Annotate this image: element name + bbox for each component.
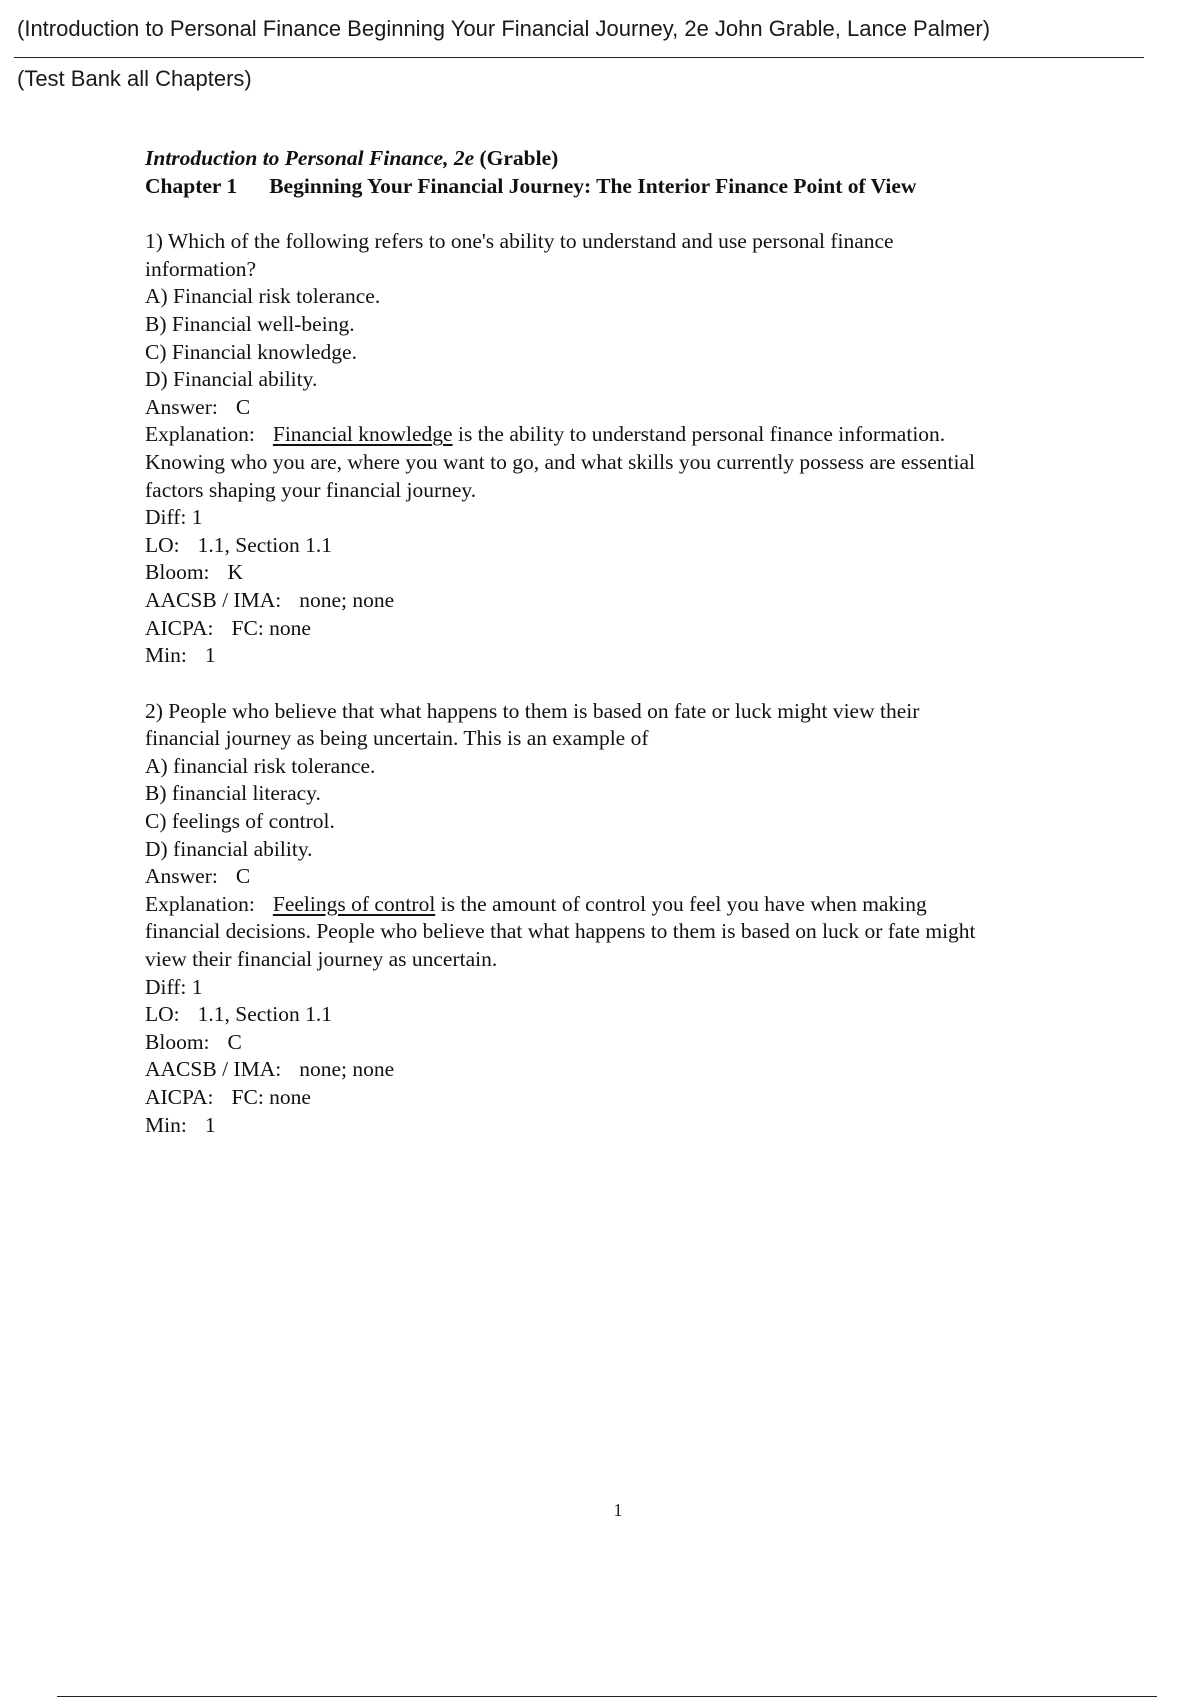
answer-option-c: C) Financial knowledge. [145,339,357,364]
aacsb-row [145,587,1095,615]
document-header-subtitle: (Test Bank all Chapters) [17,66,252,91]
footer-divider [57,1696,1157,1697]
question-1 [145,228,1095,670]
test-bank-page [145,145,1095,1139]
answer-option-b: B) Financial well-being. [145,311,355,336]
aicpa-label: AICPA: [145,615,214,640]
explanation-line: Knowing who you are, where you want to go, and what skills you currently possess are essential [145,449,975,474]
answer-row [145,394,1095,422]
aacsb-label: AACSB / IMA: [145,587,282,612]
explanation-label: Explanation: [145,891,255,916]
lo-row [145,532,1095,560]
min-label: Min: [145,643,187,668]
question-stem-line: financial journey as being uncertain. This is an example of [145,726,649,751]
answer-option-d: D) Financial ability. [145,367,318,392]
aicpa-value: FC: none [231,1085,311,1109]
answer-label: Answer: [145,864,218,889]
question-stem-line: information? [145,256,257,281]
bloom-value: C [227,1029,242,1054]
min-row [145,1112,1095,1140]
diff-row [145,504,1095,532]
answer-value: C [235,864,251,889]
bloom-row [145,1029,1095,1057]
diff-row [145,974,1095,1002]
answer-row [145,863,1095,891]
aicpa-label: AICPA: [145,1085,214,1109]
lo-label: LO: [145,532,180,557]
explanation-text: is the amount of control you feel you have when making [435,891,927,916]
min-row [145,642,1095,670]
book-author: (Grable) [479,146,559,170]
lo-value: 1.1, Section 1.1 [197,532,333,557]
chapter-label: Chapter 1 [145,173,238,198]
lo-row [145,1001,1095,1029]
answer-option-b: B) financial literacy. [145,781,321,806]
aacsb-value: none; none [299,587,395,612]
explanation-term: Financial knowledge [272,422,453,447]
explanation-label: Explanation: [145,422,255,447]
diff-label: Diff: [145,974,187,999]
answer-option-a: A) Financial risk tolerance. [145,284,381,309]
book-title [145,145,1095,173]
aicpa-row [145,1084,1095,1112]
diff-value: 1 [191,974,203,999]
aacsb-label: AACSB / IMA: [145,1057,282,1082]
answer-value: C [235,394,251,419]
answer-option-d: D) financial ability. [145,836,313,861]
answer-option-c: C) feelings of control. [145,809,335,834]
explanation-line: view their financial journey as uncertain. [145,947,498,972]
aicpa-value: FC: none [231,615,311,640]
answer-label: Answer: [145,394,218,419]
document-header-title: (Introduction to Personal Finance Beginning Your Financial Journey, 2e John Grable, Lance Palmer) [17,16,991,41]
aacsb-value: none; none [299,1057,395,1082]
bloom-label: Bloom: [145,560,210,585]
explanation-term: Feelings of control [272,891,436,916]
explanation-line: financial decisions. People who believe that what happens to them is based on luck or fate might [145,919,976,944]
diff-label: Diff: [145,505,187,530]
explanation-line: factors shaping your financial journey. [145,477,477,502]
question-stem-line: 1) Which of the following refers to one's ability to understand and use personal finance [145,229,894,254]
header-divider [14,57,1144,58]
diff-value: 1 [191,505,203,530]
question-2 [145,698,1095,1140]
chapter-title: Beginning Your Financial Journey: The Interior Finance Point of View [269,173,917,198]
min-value: 1 [204,1112,216,1137]
aicpa-row [145,615,1095,643]
explanation-row [145,891,1095,919]
lo-value: 1.1, Section 1.1 [197,1002,333,1027]
min-label: Min: [145,1112,187,1137]
bloom-row [145,559,1095,587]
bloom-label: Bloom: [145,1029,210,1054]
lo-label: LO: [145,1002,180,1027]
explanation-row [145,421,1095,449]
explanation-text: is the ability to understand personal finance information. [452,422,946,447]
chapter-heading [145,173,1095,201]
question-stem-line: 2) People who believe that what happens to them is based on fate or luck might view their [145,698,920,723]
book-title-italic: Introduction to Personal Finance, 2e [145,146,475,170]
page-number: 1 [613,1500,623,1520]
answer-option-a: A) financial risk tolerance. [145,753,376,778]
min-value: 1 [204,643,216,668]
bloom-value: K [227,560,244,585]
aacsb-row [145,1056,1095,1084]
